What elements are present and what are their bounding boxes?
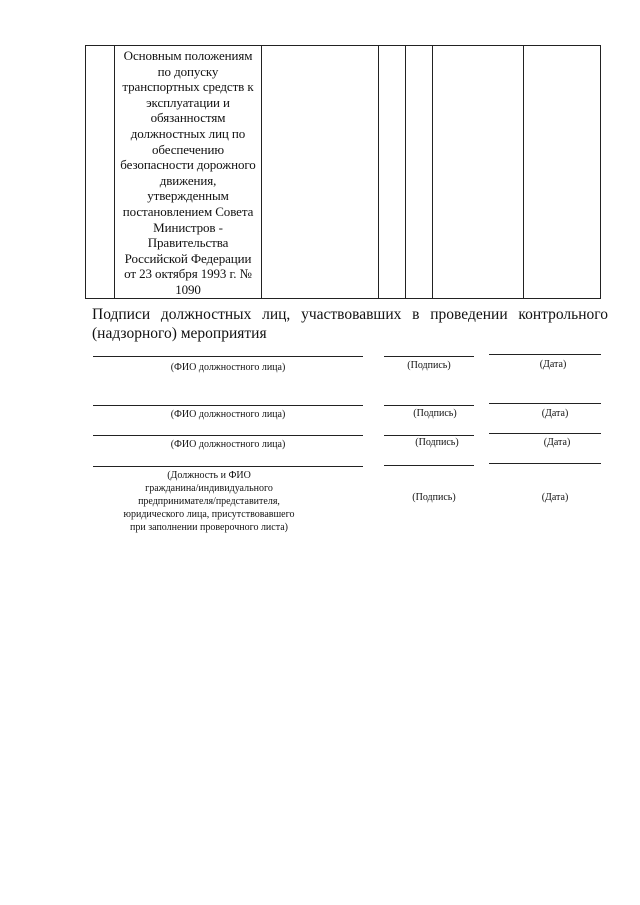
name-signature-line	[93, 405, 363, 406]
table-cell-number	[86, 46, 115, 299]
caption-line: юридического лица, присутствовавшего	[123, 509, 295, 520]
name-signature-line	[93, 356, 363, 357]
table-cell-empty	[524, 46, 601, 299]
signature-caption: (Подпись)	[413, 408, 457, 419]
signature-line	[384, 465, 474, 466]
date-line	[489, 433, 601, 434]
signature-line	[384, 356, 474, 357]
signature-line	[384, 405, 474, 406]
caption-line: гражданина/индивидуального	[145, 483, 273, 494]
signature-caption: (Подпись)	[415, 437, 459, 448]
date-caption: (Дата)	[541, 408, 569, 419]
name-signature-line	[93, 466, 363, 467]
representative-caption	[93, 469, 325, 534]
name-signature-line	[93, 435, 363, 436]
table-cell-empty	[433, 46, 524, 299]
table-cell-empty	[379, 46, 406, 299]
signature-caption: (Подпись)	[407, 360, 451, 371]
signature-caption: (Подпись)	[412, 492, 456, 503]
date-caption: (Дата)	[543, 437, 571, 448]
caption-line: (Должность и ФИО	[167, 470, 251, 481]
table-cell-empty	[406, 46, 433, 299]
caption-line: предпринимателя/представителя,	[138, 496, 280, 507]
table-row	[86, 46, 601, 299]
date-caption: (Дата)	[539, 359, 567, 370]
checklist-table-fragment	[85, 45, 601, 299]
name-caption: (ФИО должностного лица)	[170, 362, 286, 373]
table-cell-requirement	[115, 46, 262, 299]
requirement-text: Основным положениям по допуску транспортных средств к эксплуатации и обязанностям должностных лиц по обеспечению безопасности дорожного движения, утвержденным постановлением Совета Министров - Правительства Российской Федерации от 23 октября 1993 г. № 1090	[120, 48, 256, 297]
table-cell-empty	[262, 46, 379, 299]
date-caption: (Дата)	[541, 492, 569, 503]
name-caption: (ФИО должностного лица)	[170, 409, 286, 420]
date-line	[489, 403, 601, 404]
signatures-heading: Подписи должностных лиц, участвовавших в проведении контрольного (надзорного) мероприятия	[92, 306, 608, 342]
date-line	[489, 463, 601, 464]
date-line	[489, 354, 601, 355]
name-caption: (ФИО должностного лица)	[170, 439, 286, 450]
caption-line: при заполнении проверочного листа)	[130, 522, 288, 533]
